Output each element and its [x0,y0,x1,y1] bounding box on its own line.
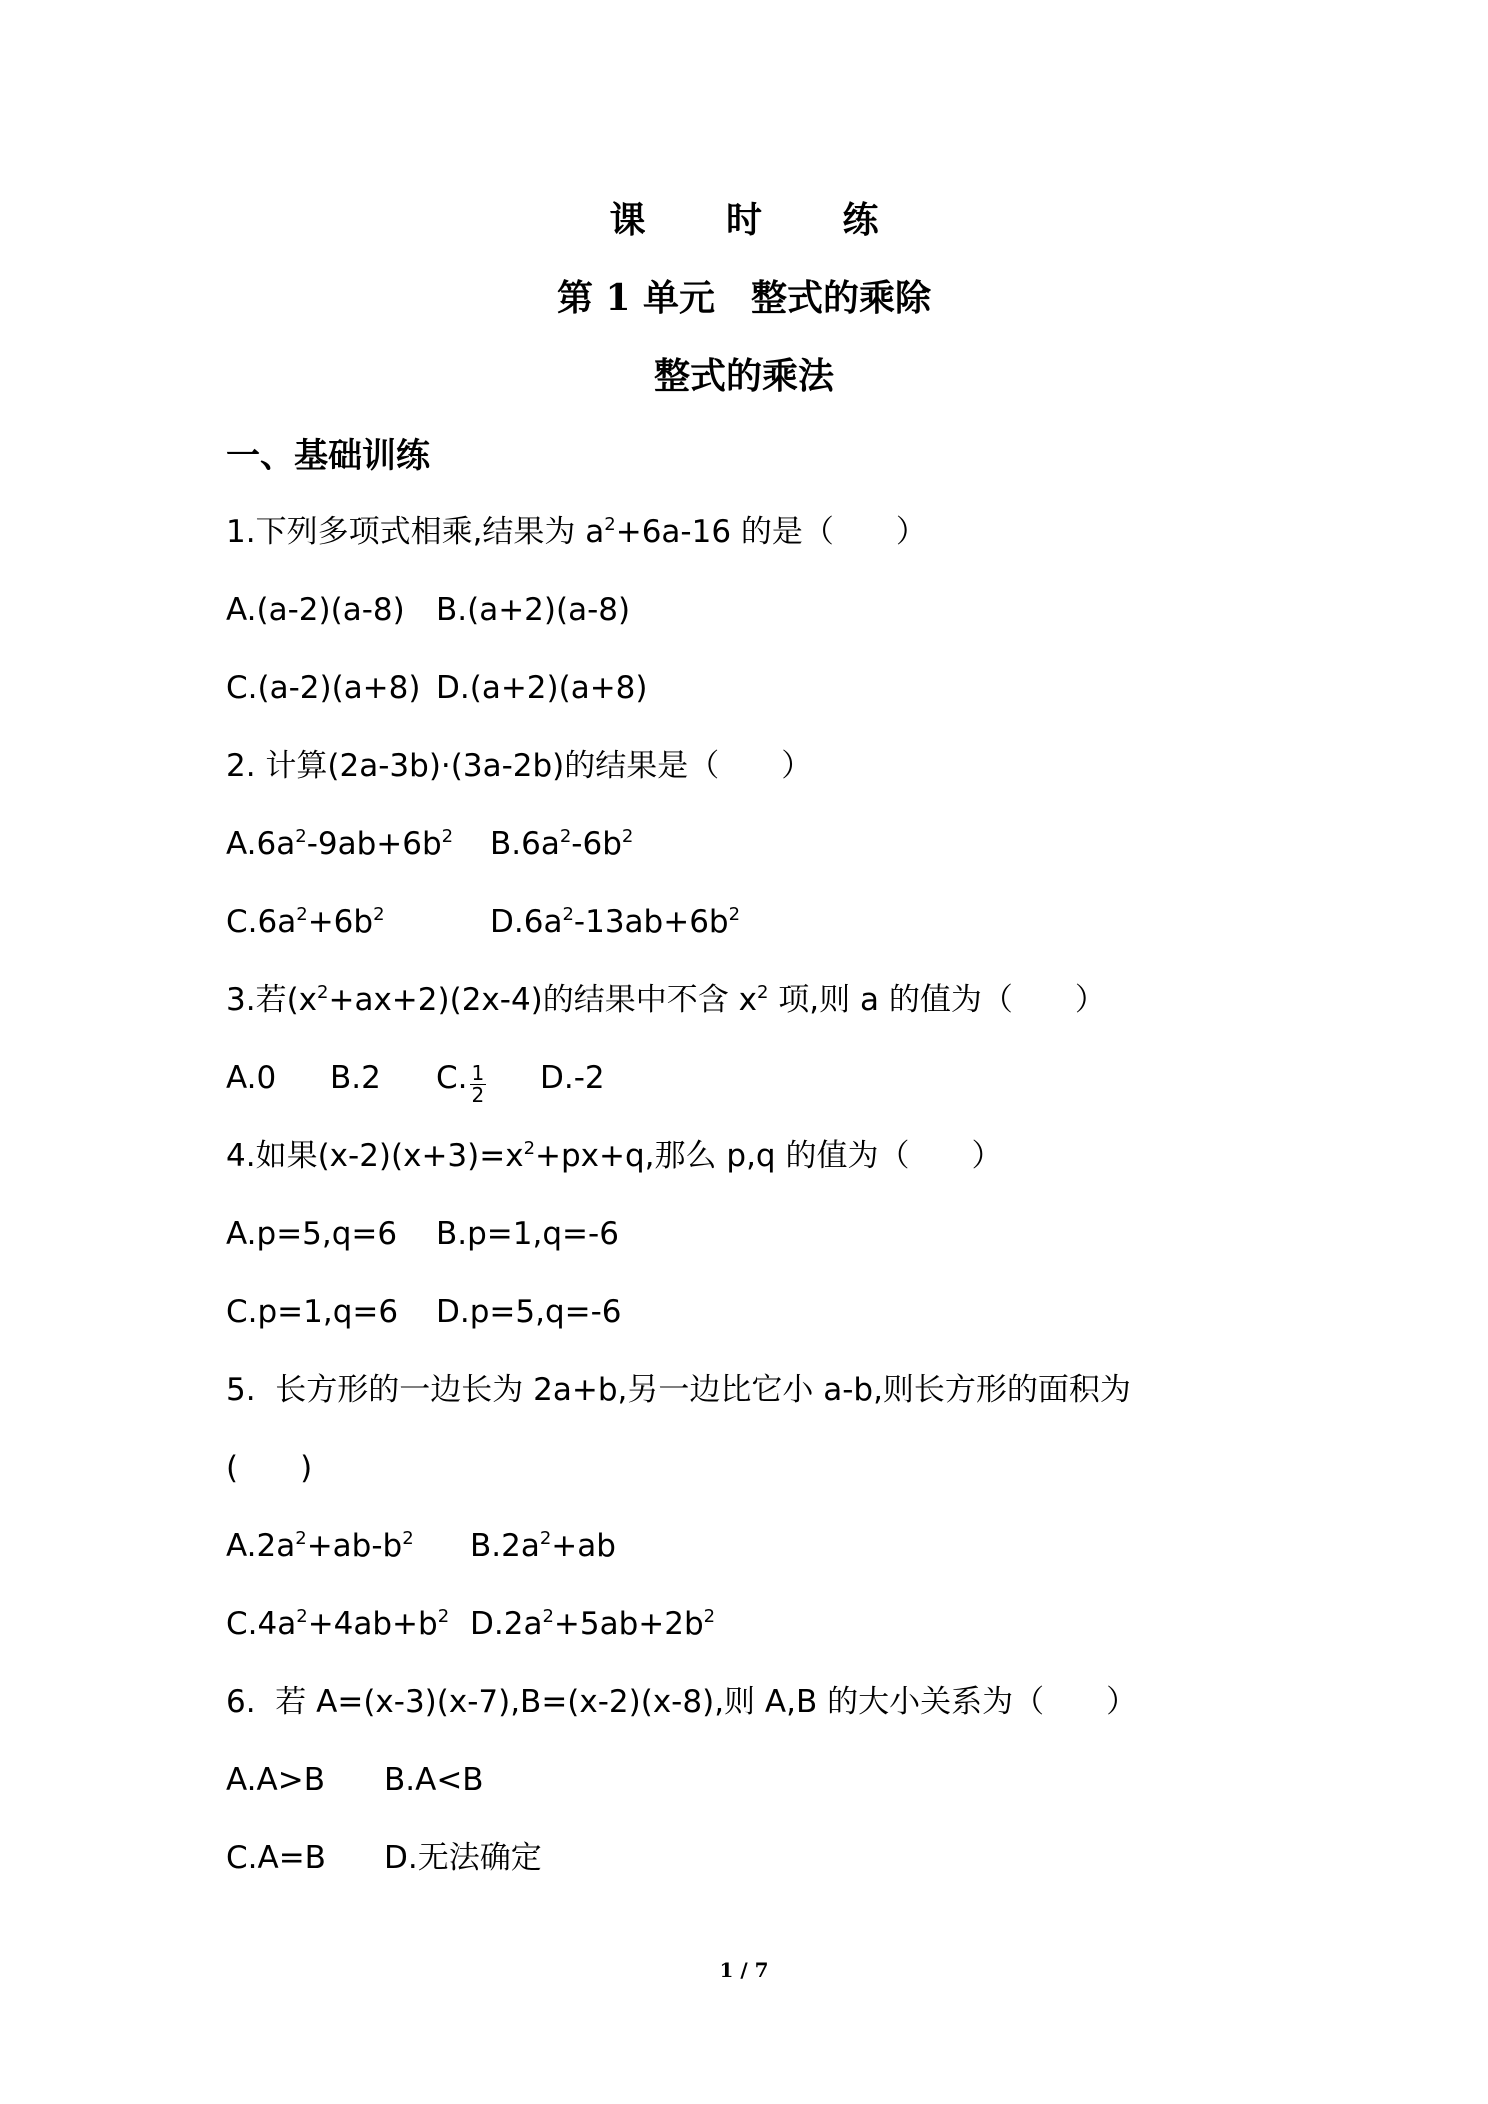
q1-option-d: D.(a+2)(a+8) [436,670,648,706]
q3-option-c: C. $\frac{1}{2}$ [436,1060,485,1107]
question-4: 4.如果$(x-2)(x+3)=x^2+px+q$,那么 p,q 的值为（ ） [226,1138,1003,1174]
question-2: 2. 计算(2a-3b)·(3a-2b)的结果是（ ） [226,748,813,784]
page-number: 1 / 7 [719,1958,769,1982]
question-5-bracket: ( ) [226,1450,313,1486]
question-1: 1.下列多项式相乘,结果为 $a^2+6a-16$ 的是（ ） [226,514,927,550]
fraction-one-half: $\frac{1}{2}$ [471,1061,485,1107]
unit-title: 第 1 单元 整式的乘除 [556,277,932,319]
q2-option-d: $D.6a^2-13ab+6b^2$ [490,904,741,940]
q6-option-a: A.A>B [226,1762,325,1798]
q5-option-b: $B.2a^2+ab$ [470,1528,616,1564]
question-3: 3.若$(x^2+ax+2)(2x-4)$的结果中不含 $x^2$ 项,则 a 的值为（ ） [226,982,1106,1018]
q3-option-b: B.2 [330,1060,381,1096]
question-6: 6. 若 A=(x-3)(x-7),B=(x-2)(x-8),则 A,B 的大小关系为（ ） [226,1684,1138,1720]
q5-option-d: $D.2a^2+5ab+2b^2$ [470,1606,716,1642]
q1-option-c: C.(a-2)(a+8) [226,670,421,706]
q2-option-b: $B.6a^2-6b^2$ [490,826,634,862]
q5-option-a: $A.2a^2+ab-b^2$ [226,1528,414,1564]
q2-option-c: $C.6a^2+6b^2$ [226,904,385,940]
q6-option-d: D.无法确定 [384,1840,542,1876]
q4-option-d: D.p=5,q=-6 [436,1294,622,1330]
q4-option-b: B.p=1,q=-6 [436,1216,619,1252]
q6-option-b: B.A<B [384,1762,484,1798]
q5-option-c: $C.4a^2+4ab+b^2$ [226,1606,450,1642]
q3-option-d: D.-2 [540,1060,605,1096]
question-5: 5. 长方形的一边长为 2a+b,另一边比它小 a-b,则长方形的面积为 [226,1372,1131,1408]
q4-option-a: A.p=5,q=6 [226,1216,398,1252]
q2-option-a: $A.6a^2-9ab+6b^2$ [226,826,454,862]
section-heading: 一、基础训练 [226,436,430,476]
q6-option-c: C.A=B [226,1840,326,1876]
document-title: 课 时 练 [609,199,913,241]
lesson-title: 整式的乘法 [653,355,834,397]
q1-option-a: A.(a-2)(a-8) [226,592,405,628]
q1-option-b: B.(a+2)(a-8) [436,592,631,628]
q3-option-a: A.0 [226,1060,277,1096]
q4-option-c: C.p=1,q=6 [226,1294,399,1330]
